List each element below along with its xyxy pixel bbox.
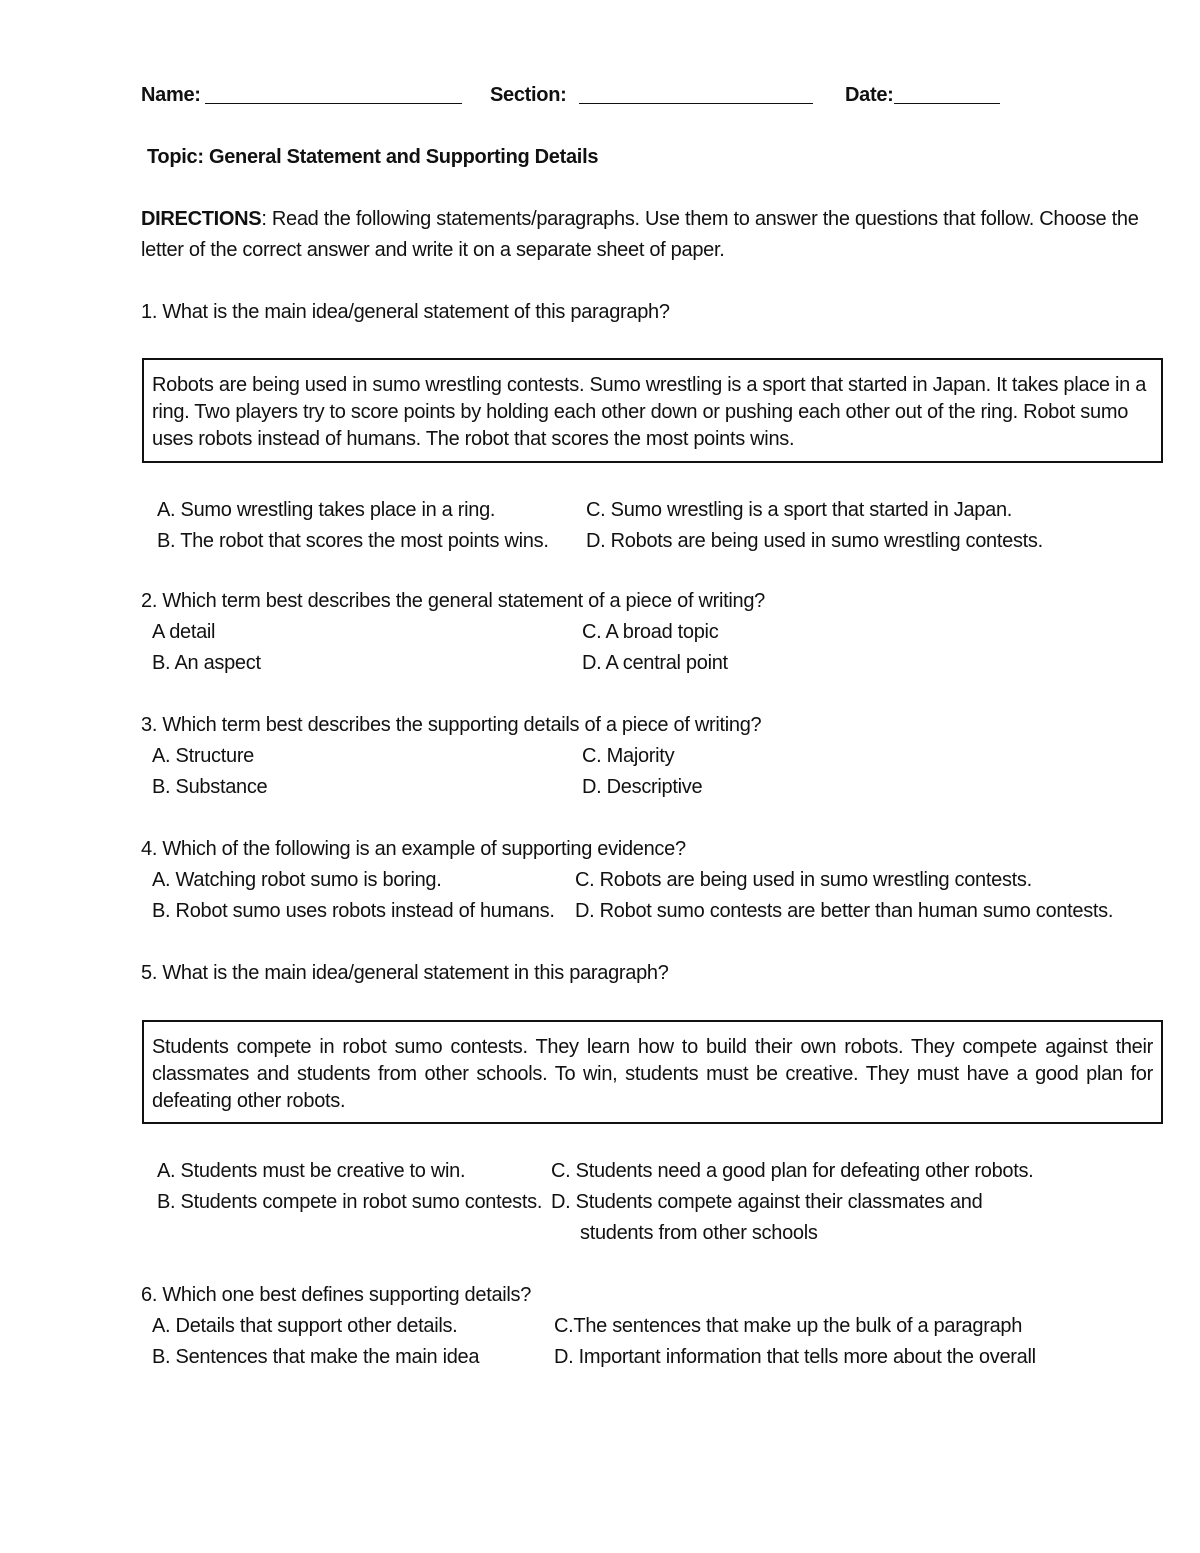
section-label: Section: — [490, 84, 567, 106]
q2-option-c[interactable]: C. A broad topic — [582, 621, 719, 643]
question-1: 1. What is the main idea/general statement of this paragraph? — [141, 301, 670, 323]
q5-option-d-continued[interactable]: students from other schools — [580, 1222, 818, 1244]
passage-1-text: Robots are being used in sumo wrestling contests. Sumo wrestling is a sport that started in Japan. It takes place in a ring. Two players try to score points by holding each other down or pushing each other out of the ring. Robot sumo uses robots instead of humans. The robot that scores the most points wins. — [152, 374, 1147, 450]
q3-option-c[interactable]: C. Majority — [582, 745, 675, 767]
q1-option-c[interactable]: C. Sumo wrestling is a sport that started in Japan. — [586, 499, 1013, 521]
q5-option-c[interactable]: C. Students need a good plan for defeating other robots. — [551, 1160, 1034, 1182]
directions-text-1: : Read the following statements/paragraphs. Use them to answer the questions that follow. Choose the — [261, 208, 1139, 230]
q1-option-b[interactable]: B. The robot that scores the most points wins. — [157, 530, 549, 552]
q3-option-b[interactable]: B. Substance — [152, 776, 268, 798]
q4-option-c[interactable]: C. Robots are being used in sumo wrestling contests. — [575, 869, 1032, 891]
question-4: 4. Which of the following is an example of supporting evidence? — [141, 838, 686, 860]
q5-option-a[interactable]: A. Students must be creative to win. — [157, 1160, 466, 1182]
q4-option-d[interactable]: D. Robot sumo contests are better than human sumo contests. — [575, 900, 1114, 922]
name-label: Name: — [141, 84, 201, 106]
q1-option-d[interactable]: D. Robots are being used in sumo wrestling contests. — [586, 530, 1043, 552]
name-blank-line[interactable] — [205, 103, 462, 104]
section-blank-line[interactable] — [579, 103, 813, 104]
passage-box-1 — [142, 358, 1163, 463]
date-label: Date: — [845, 84, 894, 106]
passage-box-5 — [142, 1020, 1163, 1124]
directions-line-2: letter of the correct answer and write it on a separate sheet of paper. — [141, 239, 725, 261]
q4-option-b[interactable]: B. Robot sumo uses robots instead of humans. — [152, 900, 555, 922]
q4-option-a[interactable]: A. Watching robot sumo is boring. — [152, 869, 442, 891]
passage-5-text: Students compete in robot sumo contests. They learn how to build their own robots. They compete against their classmates and students from other schools. To win, students must be creative. They must have a good plan for defeating other robots. — [152, 1036, 1153, 1112]
directions-label: DIRECTIONS — [141, 208, 262, 230]
q5-option-d[interactable]: D. Students compete against their classmates and — [551, 1191, 983, 1213]
q1-option-a[interactable]: A. Sumo wrestling takes place in a ring. — [157, 499, 496, 521]
q3-option-a[interactable]: A. Structure — [152, 745, 254, 767]
q6-option-a[interactable]: A. Details that support other details. — [152, 1315, 458, 1337]
q3-option-d[interactable]: D. Descriptive — [582, 776, 703, 798]
q2-option-a[interactable]: A detail — [152, 621, 216, 643]
q2-option-b[interactable]: B. An aspect — [152, 652, 261, 674]
question-5: 5. What is the main idea/general statement in this paragraph? — [141, 962, 669, 984]
question-3: 3. Which term best describes the supporting details of a piece of writing? — [141, 714, 762, 736]
question-6: 6. Which one best defines supporting details? — [141, 1284, 532, 1306]
q6-option-d[interactable]: D. Important information that tells more about the overall — [554, 1346, 1036, 1368]
q6-option-c[interactable]: C.The sentences that make up the bulk of a paragraph — [554, 1315, 1023, 1337]
question-2: 2. Which term best describes the general statement of a piece of writing? — [141, 590, 765, 612]
q5-option-b[interactable]: B. Students compete in robot sumo contests. — [157, 1191, 543, 1213]
q6-option-b[interactable]: B. Sentences that make the main idea — [152, 1346, 480, 1368]
topic-title: Topic: General Statement and Supporting Details — [147, 146, 599, 168]
date-blank-line[interactable] — [894, 103, 1000, 104]
q2-option-d[interactable]: D. A central point — [582, 652, 728, 674]
directions-line-1 — [141, 207, 1139, 231]
